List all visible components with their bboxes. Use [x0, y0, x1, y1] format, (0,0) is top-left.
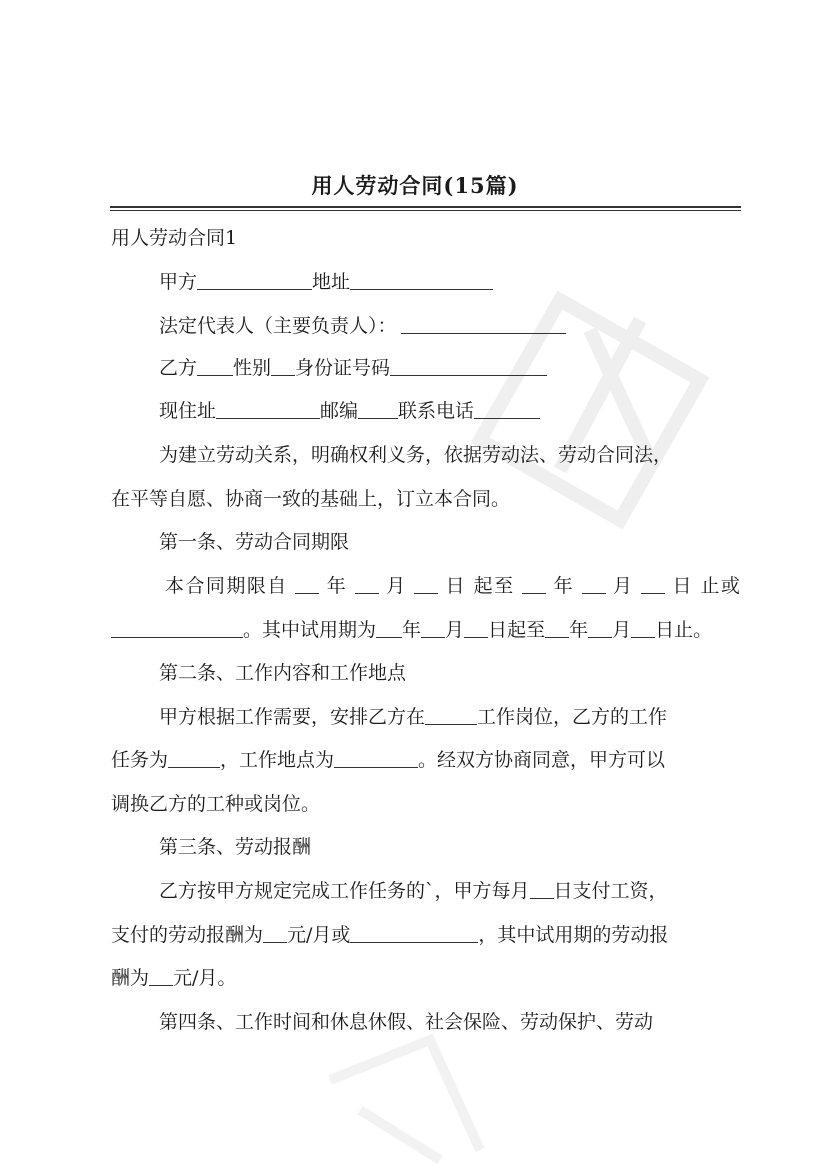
title-rule-thin: [110, 210, 741, 211]
party-a-label: 甲方: [159, 271, 198, 293]
pay-day-blank[interactable]: [530, 878, 554, 899]
trial-salary-blank[interactable]: [149, 965, 173, 986]
article2-line-2: 任务为 ，工作地点为 。经双方协商同意，甲方可以: [111, 749, 666, 771]
party-b-label: 乙方: [159, 357, 198, 379]
address-label: 地址: [312, 271, 351, 293]
article1-heading: 第一条、劳动合同期限: [159, 531, 350, 553]
residence-label: 现住址: [159, 400, 217, 422]
article2-line-1: 甲方根据工作需要，安排乙方在 工作岗位，乙方的工作: [159, 706, 668, 728]
section-heading: 用人劳动合同1: [111, 227, 238, 249]
start-month-blank[interactable]: [355, 573, 379, 594]
end-month-blank[interactable]: [582, 573, 606, 594]
article4-heading: 第四条、工作时间和休息休假、社会保险、劳动保护、劳动: [159, 1011, 654, 1033]
work-location-blank[interactable]: [334, 747, 418, 768]
party-b-line: [159, 353, 547, 383]
title-rule-thick: [110, 206, 741, 208]
legal-rep-label: 法定代表人（主要负责人）：: [159, 315, 397, 337]
article3-heading: 第三条、劳动报酬: [159, 836, 312, 858]
gender-label: 性别: [233, 357, 272, 379]
task-blank[interactable]: [111, 617, 243, 638]
residence-blank[interactable]: [216, 398, 320, 419]
trial-start-day-blank[interactable]: [464, 617, 488, 638]
gender-blank[interactable]: [271, 355, 295, 376]
start-day-blank[interactable]: [414, 573, 438, 594]
legal-rep-blank[interactable]: [401, 313, 566, 334]
residence-line: [159, 396, 540, 426]
article2-heading: 第二条、工作内容和工作地点: [159, 662, 407, 684]
trial-end-month-blank[interactable]: [588, 617, 612, 638]
address-blank[interactable]: [350, 269, 493, 290]
party-b-name-blank[interactable]: [197, 355, 233, 376]
trial-start-month-blank[interactable]: [421, 617, 445, 638]
phone-label: 联系电话: [398, 400, 475, 422]
salary-alt-blank[interactable]: [350, 922, 478, 943]
trial-start-year-blank[interactable]: [376, 617, 402, 638]
salary-blank[interactable]: [263, 922, 287, 943]
trial-end-day-blank[interactable]: [631, 617, 655, 638]
postcode-blank[interactable]: [358, 398, 398, 419]
article3-line-3: 酬为 元/月。: [111, 967, 237, 989]
end-year-blank[interactable]: [522, 573, 546, 594]
article2-line-3: 调换乙方的工种或岗位。: [111, 793, 321, 815]
intro-line-1: 为建立劳动关系，明确权利义务，依据劳动法、劳动合同法，: [159, 444, 673, 466]
party-a-name-blank[interactable]: [197, 269, 312, 290]
article3-line-1: 乙方按甲方规定完成工作任务的`，甲方每月 日支付工资，: [159, 880, 668, 902]
duty-blank[interactable]: [168, 747, 220, 768]
article1-line-2: 。其中试用期为 年 月 日起至 年 月 日止。: [111, 615, 712, 645]
end-day-blank[interactable]: [641, 573, 665, 594]
article3-line-2: 支付的劳动报酬为 元/月或 ，其中试用期的劳动报: [111, 924, 669, 946]
start-year-blank[interactable]: [295, 573, 319, 594]
article1-line-1: 本合同期限自 年 月 日 起至 年 月 日 止或: [165, 575, 740, 597]
postcode-label: 邮编: [320, 400, 359, 422]
id-blank[interactable]: [390, 355, 547, 376]
id-label: 身份证号码: [295, 357, 391, 379]
legal-rep-line: [159, 311, 566, 341]
party-a-line: [159, 267, 493, 297]
trial-end-year-blank[interactable]: [545, 617, 569, 638]
phone-blank[interactable]: [474, 398, 540, 419]
intro-line-2: 在平等自愿、协商一致的基础上，订立本合同。: [111, 488, 511, 510]
position-blank[interactable]: [425, 704, 477, 725]
document-title: 用人劳动合同(15篇): [311, 173, 519, 198]
